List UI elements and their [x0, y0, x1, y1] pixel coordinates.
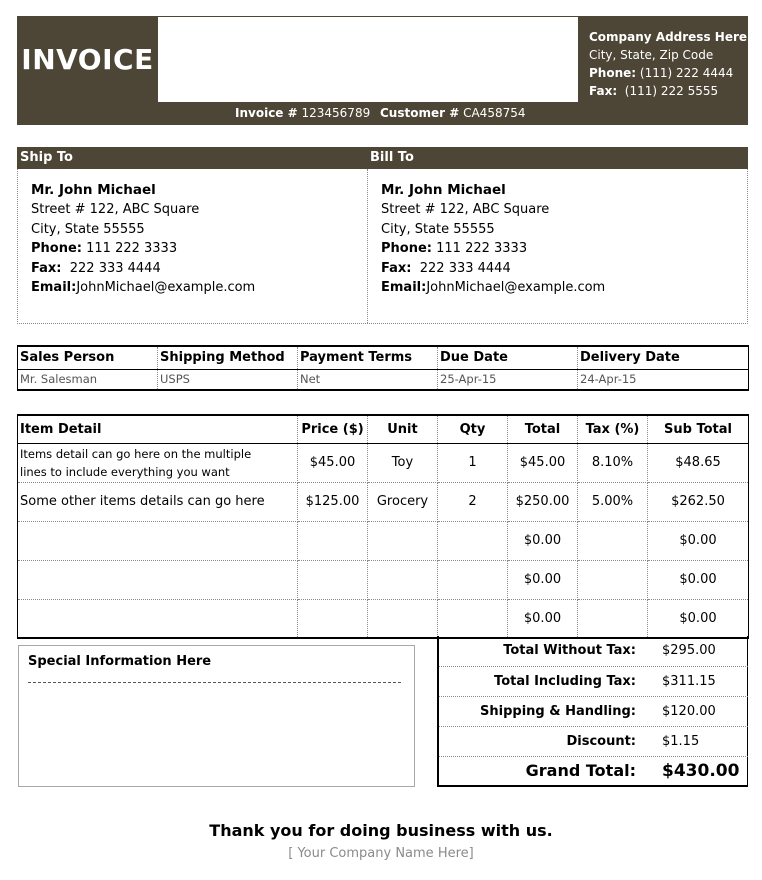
bill-to-email: JohnMichael@example.com [426, 280, 606, 296]
item-detail-line: lines to include everything you want [20, 464, 230, 479]
sales-info-table [17, 345, 749, 391]
discount-value[interactable]: $1.15 [662, 734, 700, 749]
subtotal-cell: $0.00 [648, 521, 749, 560]
unit-cell[interactable] [368, 599, 438, 638]
special-info-divider [28, 682, 401, 683]
tax-cell[interactable] [578, 521, 648, 560]
item-detail-cell[interactable] [18, 599, 298, 638]
bill-to-street: Street # 122, ABC Square [381, 202, 550, 218]
ship-to-fax: 222 333 4444 [69, 260, 161, 276]
bill-to-address [381, 181, 605, 297]
discount-label: Discount: [566, 734, 636, 749]
item-detail-cell[interactable] [18, 560, 298, 599]
item-detail-cell[interactable] [18, 443, 298, 482]
price-cell[interactable] [298, 521, 368, 560]
payment-terms-value[interactable]: Net [298, 369, 438, 390]
customer-number-label: Customer # [380, 106, 460, 120]
address-title: Company Address Here [589, 30, 748, 44]
bill-to-email-label: Email: [381, 280, 427, 296]
qty-cell[interactable]: 1 [438, 443, 508, 482]
bill-to-fax-label: Fax: [381, 260, 412, 276]
subtotal-header: Sub Total [648, 415, 749, 443]
total-without-tax-row [439, 636, 748, 667]
price-cell[interactable] [298, 560, 368, 599]
ship-to-phone: 111 222 3333 [86, 241, 178, 257]
invoice-header [17, 16, 748, 125]
price-cell[interactable]: $125.00 [298, 482, 368, 521]
company-fax-label: Fax: [589, 84, 618, 98]
delivery-date-value[interactable]: 24-Apr-15 [578, 369, 749, 390]
payment-terms-header: Payment Terms [298, 346, 438, 369]
bill-to-fax: 222 333 4444 [419, 260, 511, 276]
special-info-title: Special Information Here [28, 654, 212, 669]
items-table [17, 414, 749, 639]
table-row [18, 599, 749, 638]
invoice-number-label: Invoice # [235, 106, 298, 120]
address-divider [367, 169, 368, 323]
qty-cell[interactable] [438, 599, 508, 638]
total-without-tax-value: $295.00 [662, 643, 716, 658]
subtotal-cell: $48.65 [648, 443, 749, 482]
tax-cell[interactable] [578, 560, 648, 599]
sales-value-row [18, 369, 749, 390]
bill-to-name: Mr. John Michael [381, 182, 506, 198]
price-cell[interactable]: $45.00 [298, 443, 368, 482]
thank-you-message: Thank you for doing business with us. [209, 821, 553, 840]
address-city: City, State, Zip Code [589, 48, 714, 62]
invoice-title: INVOICE [21, 42, 154, 76]
bill-to-heading: Bill To [370, 150, 414, 165]
ship-to-address [31, 181, 255, 297]
ship-to-fax-label: Fax: [31, 260, 62, 276]
due-date-header: Due Date [438, 346, 578, 369]
total-cell: $45.00 [508, 443, 578, 482]
company-address [578, 16, 748, 102]
invoice-number-field [235, 106, 370, 120]
shipping-label: Shipping & Handling: [480, 704, 636, 719]
unit-cell[interactable] [368, 521, 438, 560]
total-without-tax-label: Total Without Tax: [503, 643, 636, 658]
table-row [18, 482, 749, 521]
ship-to-email-label: Email: [31, 280, 77, 296]
customer-number-field [380, 106, 526, 120]
subtotal-cell: $262.50 [648, 482, 749, 521]
price-header: Price ($) [298, 415, 368, 443]
item-detail-cell[interactable] [18, 521, 298, 560]
shipping-method-header: Shipping Method [158, 346, 298, 369]
bill-to-phone-label: Phone: [381, 241, 432, 257]
business-name: BUSINESS NAME HERE [202, 47, 534, 77]
qty-cell[interactable]: 2 [438, 482, 508, 521]
ship-to-name: Mr. John Michael [31, 182, 156, 198]
delivery-date-header: Delivery Date [578, 346, 749, 369]
tax-cell[interactable]: 8.10% [578, 443, 648, 482]
items-header-row [18, 415, 749, 443]
unit-header: Unit [368, 415, 438, 443]
bill-to-phone: 111 222 3333 [436, 241, 528, 257]
due-date-value[interactable]: 25-Apr-15 [438, 369, 578, 390]
invoice-title-box [17, 16, 158, 102]
totals-box [437, 636, 748, 787]
grand-total-row [439, 757, 748, 785]
item-detail-cell[interactable]: Some other items details can go here [18, 482, 298, 521]
qty-cell[interactable] [438, 521, 508, 560]
ship-to-city: City, State 55555 [31, 221, 145, 237]
sales-header-row [18, 346, 749, 369]
table-row [18, 560, 749, 599]
invoice-number: 123456789 [301, 106, 371, 120]
total-cell: $0.00 [508, 599, 578, 638]
shipping-value[interactable]: $120.00 [662, 704, 716, 719]
customer-number: CA458754 [463, 106, 526, 120]
price-cell[interactable] [298, 599, 368, 638]
tax-cell[interactable] [578, 599, 648, 638]
business-name-box [158, 16, 578, 102]
qty-header: Qty [438, 415, 508, 443]
company-phone-label: Phone: [589, 66, 637, 80]
shipping-method-value[interactable]: USPS [158, 369, 298, 390]
item-detail-line: Items detail can go here on the multiple [20, 446, 252, 461]
total-header: Total [508, 415, 578, 443]
ship-to-email: JohnMichael@example.com [76, 280, 256, 296]
total-including-tax-value: $311.15 [662, 674, 716, 689]
sales-person-header: Sales Person [18, 346, 158, 369]
company-fax: (111) 222 5555 [624, 84, 719, 98]
grand-total-label: Grand Total: [525, 761, 636, 780]
company-phone: (111) 222 4444 [639, 66, 734, 80]
company-slogan: Write Your Company Slogan Line Here [253, 83, 483, 97]
special-info-box[interactable] [18, 645, 415, 787]
footer-company-name: [ Your Company Name Here] [288, 846, 474, 861]
unit-cell[interactable]: Grocery [368, 482, 438, 521]
ship-to-phone-label: Phone: [31, 241, 82, 257]
total-including-tax-label: Total Including Tax: [494, 674, 636, 689]
subtotal-cell: $0.00 [648, 560, 749, 599]
table-row [18, 521, 749, 560]
invoice-meta-row [17, 102, 748, 125]
total-cell: $250.00 [508, 482, 578, 521]
total-including-tax-row [439, 667, 748, 697]
subtotal-cell: $0.00 [648, 599, 749, 638]
unit-cell[interactable] [368, 560, 438, 599]
tax-cell[interactable]: 5.00% [578, 482, 648, 521]
unit-cell[interactable]: Toy [368, 443, 438, 482]
address-header-bar [17, 147, 748, 169]
sales-person-value[interactable]: Mr. Salesman [18, 369, 158, 390]
ship-to-street: Street # 122, ABC Square [31, 202, 200, 218]
total-cell: $0.00 [508, 521, 578, 560]
qty-cell[interactable] [438, 560, 508, 599]
bill-to-city: City, State 55555 [381, 221, 495, 237]
address-box [17, 169, 748, 324]
grand-total-value: $430.00 [662, 761, 740, 781]
discount-row [439, 727, 748, 757]
item-detail-header: Item Detail [18, 415, 298, 443]
tax-header: Tax (%) [578, 415, 648, 443]
table-row [18, 443, 749, 482]
shipping-row [439, 697, 748, 727]
total-cell: $0.00 [508, 560, 578, 599]
ship-to-heading: Ship To [20, 150, 73, 165]
